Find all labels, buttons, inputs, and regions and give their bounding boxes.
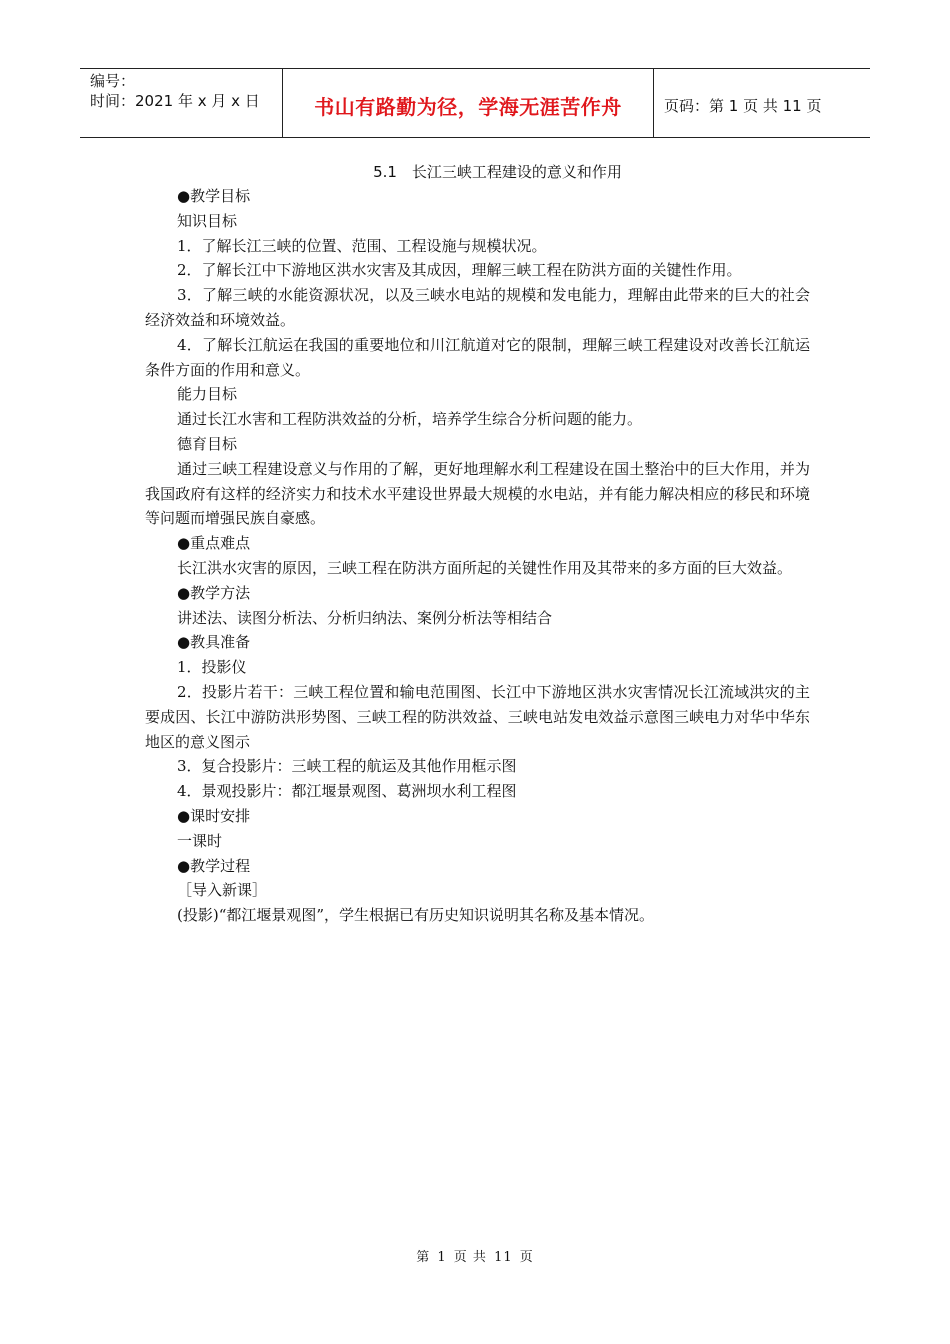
body-paragraph: 能力目标 <box>177 385 238 404</box>
body-paragraph: 1．投影仪 <box>177 658 247 677</box>
body-paragraph: 1．了解长江三峡的位置、范围、工程设施与规模状况。 <box>177 236 547 255</box>
footer-total-pages: 11 <box>494 1250 513 1265</box>
header-table <box>80 68 870 138</box>
footer-page-number: 1 <box>437 1250 447 1265</box>
header-motto-cell <box>282 69 654 137</box>
body-paragraph: ［导入新课］ <box>177 881 268 900</box>
body-paragraph: ●教具准备 <box>177 633 251 652</box>
document-body <box>145 160 810 928</box>
footer-mid: 页 共 <box>453 1250 487 1265</box>
body-paragraph: 一课时 <box>177 831 223 850</box>
body-paragraph: 长江洪水灾害的原因，三峡工程在防洪方面所起的关键性作用及其带来的多方面的巨大效益。 <box>177 558 793 577</box>
document-number-label: 编号： <box>90 72 136 90</box>
body-paragraph: 4．了解长江航运在我国的重要地位和川江航道对它的限制，理解三峡工程建设对改善长江航运条件方面的作用和意义。 <box>145 335 810 379</box>
body-paragraph: 2．了解长江中下游地区洪水灾害及其成因，理解三峡工程在防洪方面的关键性作用。 <box>177 261 742 280</box>
body-paragraph: 3．了解三峡的水能资源状况，以及三峡水电站的规模和发电能力，理解由此带来的巨大的社会经济效益和环境效益。 <box>145 286 810 329</box>
body-paragraph: 2．投影片若干：三峡工程位置和输电范围图、长江中下游地区洪水灾害情况长江流域洪灾的主要成因、长江中游防洪形势图、三峡工程的防洪效益、三峡电站发电效益示意图三峡电力对华中华东地区的意义图示 <box>145 682 810 751</box>
footer-prefix: 第 <box>416 1250 431 1265</box>
header-meta <box>80 69 282 137</box>
document-title: 5.1 长江三峡工程建设的意义和作用 <box>373 163 622 181</box>
header-page-cell <box>654 69 870 137</box>
body-paragraph: ●教学目标 <box>177 187 251 205</box>
body-paragraph: ●课时安排 <box>177 806 251 825</box>
body-paragraph: (投影)“都江堰景观图”，学生根据已有历史知识说明其名称及基本情况。 <box>177 906 655 925</box>
paragraph-list <box>145 184 810 928</box>
body-paragraph: 3．复合投影片：三峡工程的航运及其他作用框示图 <box>177 757 517 776</box>
body-paragraph: 通过三峡工程建设意义与作用的了解，更好地理解水利工程建设在国土整治中的巨大作用，并为我国政府有这样的经济实力和技术水平建设世界最大规模的水电站，并有能力解决相应的移民和环境等问题而增强民族自豪感。 <box>145 459 810 528</box>
body-paragraph: 知识目标 <box>177 211 238 230</box>
motto-text: 书山有路勤为径，学海无涯苦作舟 <box>314 94 622 119</box>
body-paragraph: ●教学过程 <box>177 856 251 875</box>
body-paragraph: 讲述法、读图分析法、分析归纳法、案例分析法等相结合 <box>177 608 553 627</box>
body-paragraph: 通过长江水害和工程防洪效益的分析，培养学生综合分析问题的能力。 <box>177 410 643 429</box>
body-paragraph: ●重点难点 <box>177 534 251 553</box>
body-paragraph: ●教学方法 <box>177 583 251 602</box>
body-paragraph: 4．景观投影片：都江堰景观图、葛洲坝水利工程图 <box>177 782 517 801</box>
document-date: 时间：2021 年 x 月 x 日 <box>90 92 260 110</box>
page-info: 页码：第 1 页 共 11 页 <box>664 96 822 115</box>
body-paragraph: 德育目标 <box>177 434 238 453</box>
footer-suffix: 页 <box>519 1250 534 1265</box>
page-footer <box>0 1246 950 1265</box>
